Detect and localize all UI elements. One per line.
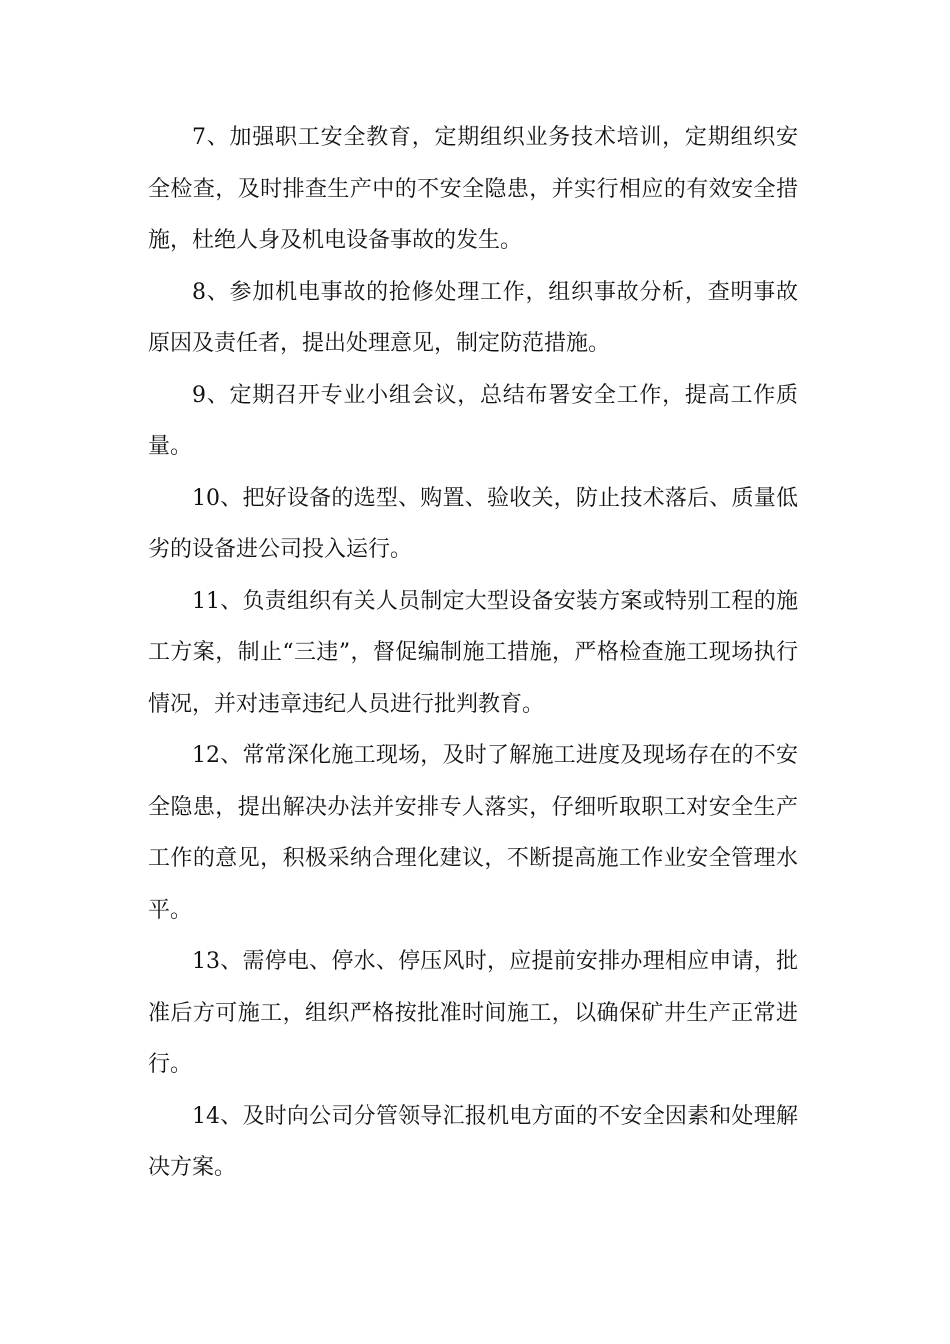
paragraph-11: 11、负责组织有关人员制定大型设备安装方案或特别工程的施工方案，制止“三违”，督促编制施工措施，严格检查施工现场执行情况，并对违章违纪人员进行批判教育。 <box>148 588 798 717</box>
paragraph-8: 8、参加机电事故的抢修处理工作，组织事故分析，查明事故原因及责任者，提出处理意见，制定防范措施。 <box>148 279 798 356</box>
paragraph-14: 14、及时向公司分管领导汇报机电方面的不安全因素和处理解决方案。 <box>148 1103 798 1180</box>
paragraph-13: 13、需停电、停水、停压风时，应提前安排办理相应申请，批准后方可施工，组织严格按批准时间施工，以确保矿井生产正常进行。 <box>148 949 798 1077</box>
document-body <box>148 112 798 1194</box>
paragraph-10: 10、把好设备的选型、购置、验收关，防止技术落后、质量低劣的设备进公司投入运行。 <box>148 485 798 562</box>
paragraph-12: 12、常常深化施工现场，及时了解施工进度及现场存在的不安全隐患，提出解决办法并安排专人落实，仔细听取职工对安全生产工作的意见，积极采纳合理化建议，不断提高施工作业安全管理水平。 <box>148 743 798 923</box>
paragraph-7: 7、加强职工安全教育，定期组织业务技术培训，定期组织安全检查，及时排查生产中的不安全隐患，并实行相应的有效安全措施，杜绝人身及机电设备事故的发生。 <box>148 125 798 253</box>
paragraph-9: 9、定期召开专业小组会议，总结布署安全工作，提高工作质量。 <box>148 382 798 459</box>
